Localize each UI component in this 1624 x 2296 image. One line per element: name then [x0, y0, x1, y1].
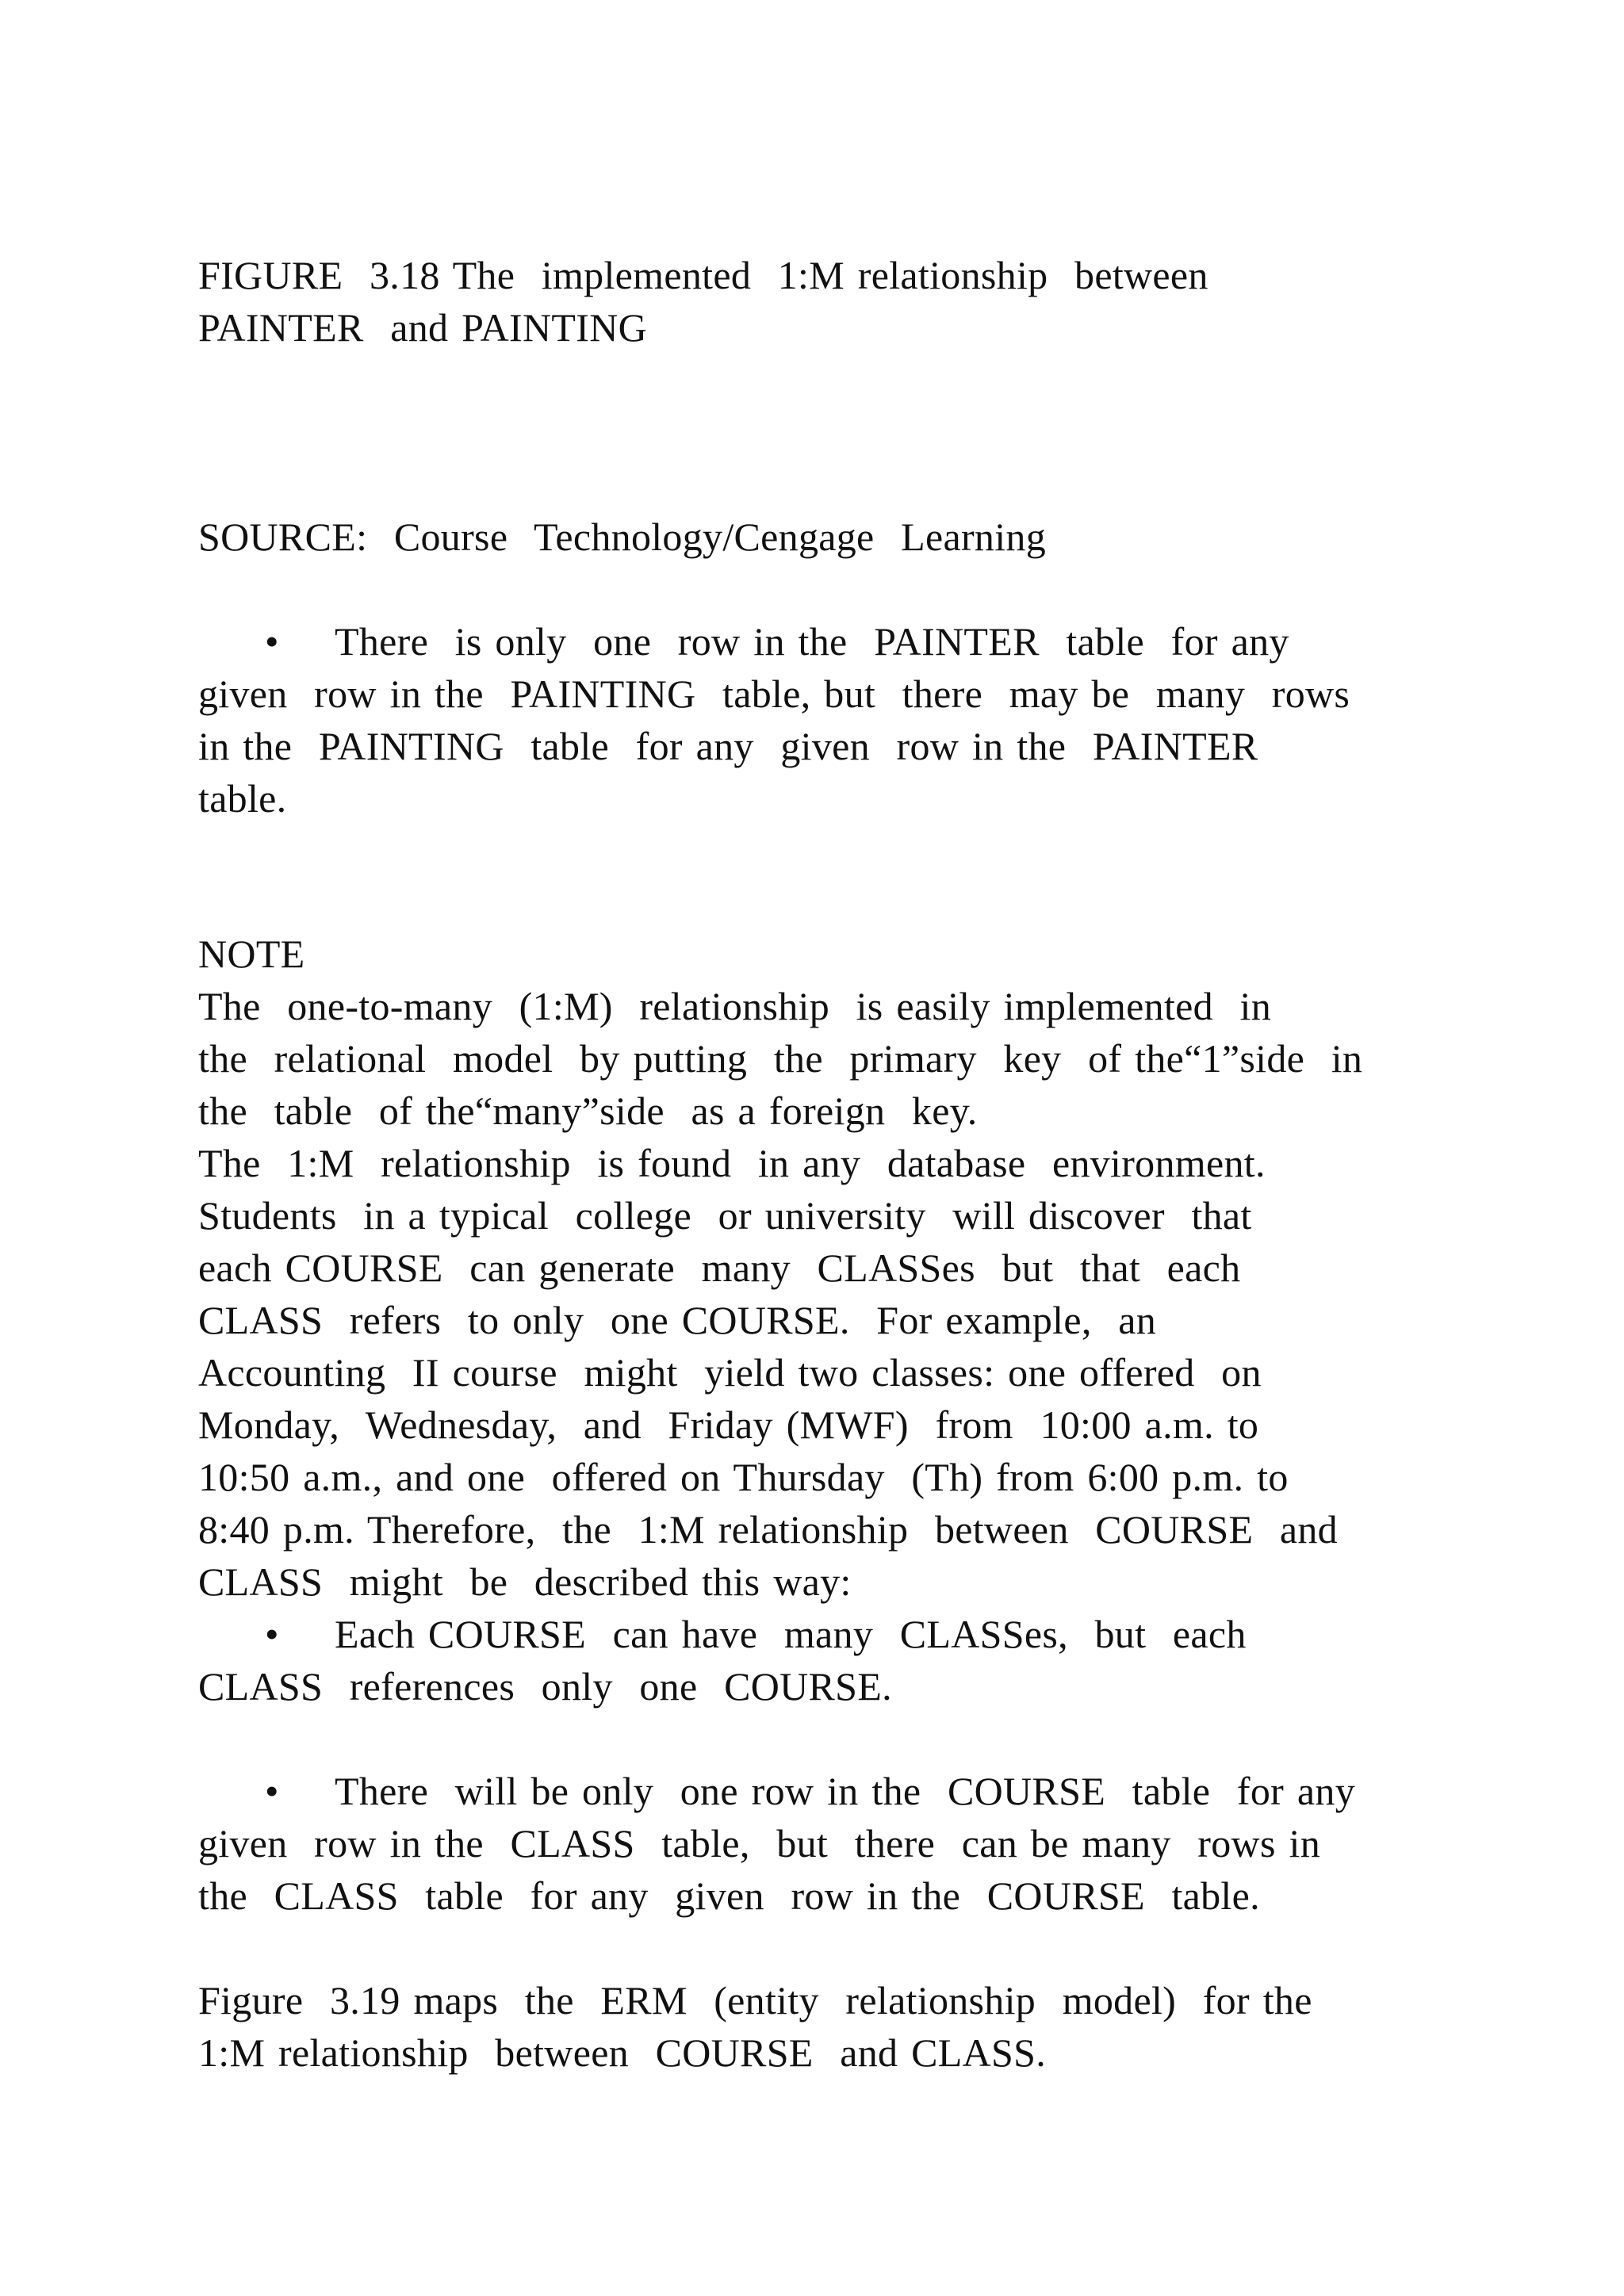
bullet-painter-line-2: given row in the PAINTING table, but there may be many rows [198, 672, 1350, 716]
bullet-painter-line-1: • There is only one row in the PAINTER table for any [198, 615, 1289, 668]
note-line: 10:50 a.m., and one offered on Thursday (Th) from 6:00 p.m. to [198, 1455, 1289, 1499]
bullet-glyph: • [265, 619, 279, 664]
note-line: Accounting II course might yield two classes: one offered on [198, 1350, 1262, 1395]
bullet-painter-line-3: in the PAINTING table for any given row in the PAINTER [198, 724, 1258, 768]
note-line: the table of the“many”side as a foreign key. [198, 1089, 978, 1133]
note-line: The 1:M relationship is found in any database environment. [198, 1141, 1266, 1185]
bullet-glyph: • [265, 1612, 279, 1656]
bullet-painter-line-4: table. [198, 776, 287, 821]
bullet-course-2-line-2: given row in the CLASS table, but there can be many rows in [198, 1821, 1320, 1866]
source-line: SOURCE: Course Technology/Cengage Learning [198, 515, 1047, 559]
note-line: 8:40 p.m. Therefore, the 1:M relationship between COURSE and [198, 1507, 1338, 1552]
note-line: The one-to-many (1:M) relationship is easily implemented in [198, 984, 1272, 1028]
note-line: Monday, Wednesday, and Friday (MWF) from 10:00 a.m. to [198, 1402, 1259, 1447]
note-line: the relational model by putting the primary key of the“1”side in [198, 1036, 1363, 1081]
bullet-course-1-line-2: CLASS references only one COURSE. [198, 1664, 892, 1709]
note-heading: NOTE [198, 932, 305, 976]
closing-line-2: 1:M relationship between COURSE and CLASS. [198, 2030, 1047, 2075]
bullet-glyph: • [265, 1769, 279, 1813]
bullet-course-1-line-1: • Each COURSE can have many CLASSes, but each [198, 1608, 1247, 1660]
note-line: each COURSE can generate many CLASSes but that each [198, 1246, 1241, 1290]
closing-line-1: Figure 3.19 maps the ERM (entity relationship model) for the [198, 1978, 1312, 2022]
figure-caption-line-2: PAINTER and PAINTING [198, 305, 648, 350]
bullet-course-2-line-3: the CLASS table for any given row in the COURSE table. [198, 1873, 1260, 1918]
bullet-course-2-line-1: • There will be only one row in the COURSE table for any [198, 1765, 1355, 1817]
note-line: CLASS might be described this way: [198, 1559, 852, 1604]
figure-caption-line-1: FIGURE 3.18 The implemented 1:M relationship between [198, 253, 1208, 297]
note-line: CLASS refers to only one COURSE. For example, an [198, 1298, 1157, 1342]
note-line: Students in a typical college or university will discover that [198, 1193, 1252, 1238]
